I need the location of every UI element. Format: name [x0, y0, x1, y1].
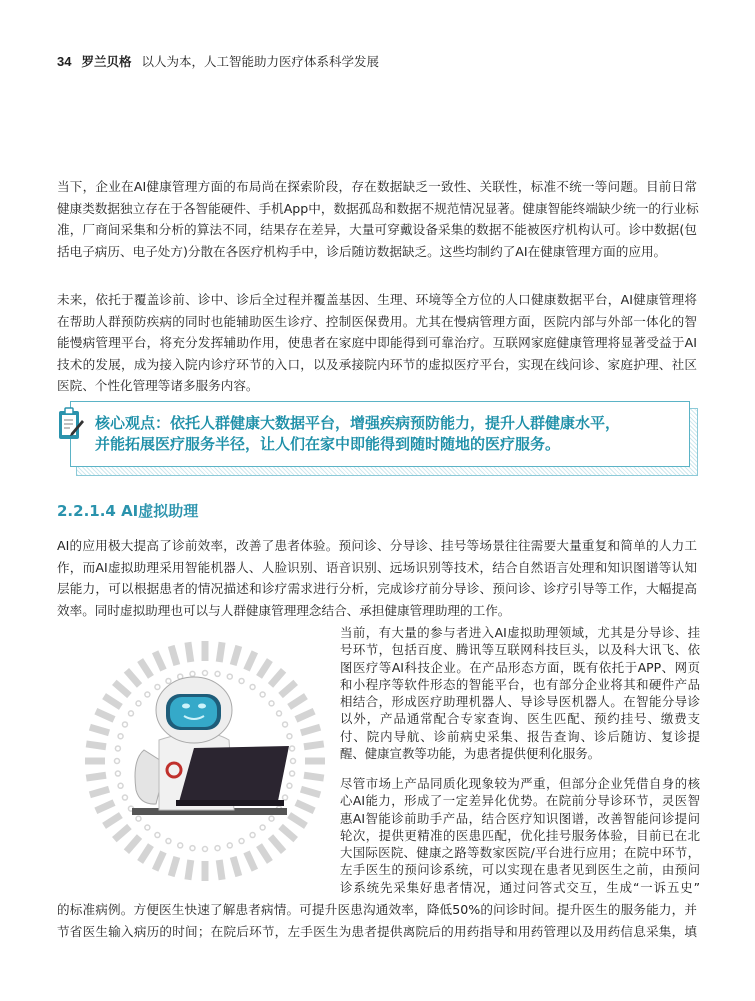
decorative-dot — [215, 671, 220, 676]
decorative-dot — [287, 734, 292, 739]
text-line: 心AI能力，形成了一定差异化优势。在院前分导诊环节，灵医智 — [340, 793, 700, 809]
text-line: 尽管市场上产品同质化现象较为严重，但部分企业凭借自身的核 — [340, 776, 700, 791]
decorative-ray — [259, 660, 270, 677]
decorative-dot — [269, 701, 274, 706]
decorative-ray — [304, 744, 324, 747]
text-line: 图医疗等AI科技企业。在产品形态方面，既有依托于APP、网页 — [340, 659, 700, 675]
decorative-ray — [259, 845, 270, 862]
decorative-dot — [250, 833, 255, 838]
decorative-dot — [291, 759, 296, 764]
clipboard-pencil-icon — [57, 407, 85, 443]
decorative-dot — [227, 674, 232, 679]
decorative-dot — [178, 843, 183, 848]
decorative-dot — [145, 692, 150, 697]
decorative-ray — [301, 727, 320, 733]
decorative-dot — [166, 678, 171, 683]
paragraph-data-challenges — [57, 176, 697, 262]
decorative-ray — [90, 789, 109, 795]
decorative-dot — [122, 722, 127, 727]
decorative-ray — [188, 642, 191, 662]
callout-line: 并能拓展医疗服务半径，让人们在家中即能得到随时随地的医疗服务。 — [95, 435, 561, 453]
decorative-dot — [283, 722, 288, 727]
decorative-dot — [277, 711, 282, 716]
text-line: 左手医生的预问诊系统，可以实现在患者见到医生之前，由预问 — [340, 862, 700, 878]
text-line: 技术的发展，成为接入院内诊疗环节的入口，以及承接院内环节的虚拟医疗平台，实现在线问诊、家庭护理、社区 — [57, 356, 697, 372]
decorative-dot — [166, 839, 171, 844]
decorative-dot — [239, 839, 244, 844]
decorative-ray — [114, 826, 129, 839]
callout-line: 核心观点：依托人群健康大数据平台，增强疾病预防能力，提升人群健康水平， — [95, 414, 621, 432]
decorative-dot — [203, 671, 208, 676]
decorative-dot — [155, 684, 160, 689]
paragraph-virtual-assistant — [57, 535, 697, 621]
decorative-ray — [219, 860, 222, 880]
page-number: 34 — [57, 54, 72, 69]
decorative-ray — [304, 775, 324, 778]
header-title: 以人为本，人工智能助力医疗体系科学发展 — [141, 54, 379, 69]
text-line: 惠AI智能诊前助手产品，结合医疗知识图谱，改善智能问诊提问 — [340, 810, 700, 826]
decorative-ray — [270, 837, 283, 852]
text-line: 号环节，包括百度、腾讯等互联网科技巨头，以及科大讯飞、依 — [340, 642, 700, 658]
page-header — [57, 52, 379, 70]
decorative-ray — [155, 852, 163, 870]
decorative-ray — [114, 682, 129, 695]
decorative-dot — [250, 684, 255, 689]
paragraph-future-outlook — [57, 289, 697, 397]
text-line: 大国际医院、健康之路等数家医院/平台进行应用；在院中环节， — [340, 845, 700, 861]
decorative-dot — [128, 711, 133, 716]
decorative-dot — [215, 846, 220, 851]
text-line: 准，厂商间采集和分析的算法不同，结果存在差异，大量可穿戴设备采集的数据不能被医疗机构认可。诊中数据(包 — [57, 222, 697, 237]
paragraph-market-players — [340, 624, 700, 762]
decorative-dot — [145, 825, 150, 830]
text-line: 效率。同时虚拟助理也可以与人群健康管理理念结合、承担健康管理助理的工作。 — [57, 602, 511, 618]
text-line: 以外，产品通常配合专家查询、医生匹配、预约挂号、缴费支 — [340, 711, 700, 727]
robot-laptop-illustration — [84, 630, 327, 892]
decorative-dot — [115, 771, 120, 776]
header-brand: 罗兰贝格 — [81, 54, 132, 69]
decorative-ray — [171, 857, 177, 876]
text-line: 作，而AI虚拟助理采用智能机器人、人脸识别、语音识别、远场识别等技术，结合自然语言处理和知识图谱等认知 — [57, 559, 697, 575]
decorative-dot — [283, 795, 288, 800]
text-line: 和小程序等软件形态的智能平台，也有部分企业将其和硬件产品 — [340, 676, 700, 692]
decorative-ray — [219, 642, 222, 662]
decorative-dot — [115, 759, 120, 764]
decorative-ray — [86, 744, 106, 747]
decorative-dot — [190, 671, 195, 676]
decorative-ray — [140, 845, 151, 862]
text-line: 在帮助人群预防疾病的同时也能辅助医生诊疗、控制医保费用。尤其在慢病管理方面，医院内部与外部一体化的智 — [57, 313, 697, 329]
decorative-ray — [104, 815, 121, 826]
decorative-dot — [260, 825, 265, 830]
decorative-ray — [96, 803, 114, 811]
decorative-ray — [270, 670, 283, 685]
section-heading: 2.2.1.4 AI虚拟助理 — [57, 502, 199, 520]
paragraph-continued — [57, 899, 697, 942]
text-line: 医院、个性化管理等诸多服务内容。 — [57, 378, 259, 393]
decorative-dot — [122, 795, 127, 800]
decorative-ray — [233, 857, 239, 876]
decorative-dot — [190, 846, 195, 851]
decorative-ray — [126, 670, 139, 685]
decorative-ray — [188, 860, 191, 880]
decorative-ray — [104, 696, 121, 707]
decorative-ray — [281, 682, 296, 695]
decorative-dot — [118, 734, 123, 739]
decorative-ray — [247, 652, 255, 670]
decorative-dot — [115, 746, 120, 751]
text-line: AI的应用极大提高了诊前效率，改善了患者体验。预问诊、分导诊、挂号等场景往往需要大量重复和简单的人力工 — [57, 538, 697, 553]
decorative-dot — [203, 847, 208, 852]
text-line: 当前，有大量的参与者进入AI虚拟助理领域，尤其是分导诊、挂 — [340, 625, 700, 640]
text-line: 能慢病管理平台，将充分发挥辅助作用，使患者在家庭中即能得到可靠治疗。互联网家庭健康管理将显著受益于AI — [57, 335, 697, 350]
decorative-ray — [126, 837, 139, 852]
text-line: 节省医生输入病历的时间；在院后环节，左手医生为患者提供离院后的用药指导和用药管理以及用药信息采集，填 — [57, 923, 697, 939]
decorative-ray — [96, 711, 114, 719]
decorative-ray — [90, 727, 109, 733]
decorative-dot — [118, 783, 123, 788]
decorative-dot — [269, 816, 274, 821]
decorative-dot — [260, 692, 265, 697]
decorative-ray — [247, 852, 255, 870]
decorative-dot — [136, 701, 141, 706]
decorative-ray — [171, 646, 177, 665]
key-insight-callout — [70, 401, 690, 467]
decorative-dot — [287, 783, 292, 788]
decorative-ray — [296, 711, 314, 719]
decorative-dot — [290, 746, 295, 751]
text-line: 当下，企业在AI健康管理方面的布局尚在探索阶段，存在数据缺乏一致性、关联性，标准不统一等问题。目前日常 — [57, 179, 697, 194]
decorative-dot — [290, 771, 295, 776]
text-line: 付、院内导航、诊前病史采集、报告查询、诊后随访、复诊提 — [340, 728, 700, 744]
text-line: 健康类数据独立存在于各智能硬件、手机App中，数据孤岛和数据不规范情况显著。健康智能终端缺少统一的行业标 — [57, 200, 699, 216]
decorative-ray — [155, 652, 163, 670]
decorative-ray — [86, 775, 106, 778]
text-line: 未来，依托于覆盖诊前、诊中、诊后全过程并覆盖基因、生理、环境等全方位的人口健康数据平台，AI健康管理将 — [57, 292, 697, 307]
text-line: 的标准病例。方便医生快速了解患者病情。可提升医患沟通效率，降低50%的问诊时间。提升医生的服务能力，并 — [57, 902, 697, 917]
decorative-dot — [239, 678, 244, 683]
text-line: 括电子病历、电子处方)分散在各医疗机构手中，诊后随访数据缺乏。这些均制约了AI在健康管理方面的应用。 — [57, 243, 667, 259]
decorative-dot — [155, 833, 160, 838]
text-line: 诊系统先采集好患者情况，通过问答式交互，生成“一诉五史” — [340, 879, 700, 895]
text-line: 层能力，可以根据患者的情况描述和诊疗需求进行分析，完成诊疗前分导诊、预问诊、诊疗引导等工作，大幅提高 — [57, 581, 697, 596]
decorative-dot — [227, 843, 232, 848]
decorative-ray — [281, 826, 296, 839]
decorative-ray — [233, 646, 239, 665]
text-line: 轮次，提供更精准的医患匹配，优化挂号服务体验，目前已在北 — [340, 827, 700, 843]
decorative-ray — [301, 789, 320, 795]
decorative-ray — [289, 815, 306, 826]
paragraph-differentiation — [340, 775, 700, 896]
text-line: 醒、健康宣教等功能，为患者提供便利化服务。 — [340, 746, 601, 762]
decorative-dot — [136, 816, 141, 821]
text-line: 相结合，形成医疗助理机器人、导诊导医机器人。在智能分导诊 — [340, 694, 700, 710]
decorative-ray — [289, 696, 306, 707]
decorative-ray — [140, 660, 151, 677]
decorative-ray — [296, 803, 314, 811]
